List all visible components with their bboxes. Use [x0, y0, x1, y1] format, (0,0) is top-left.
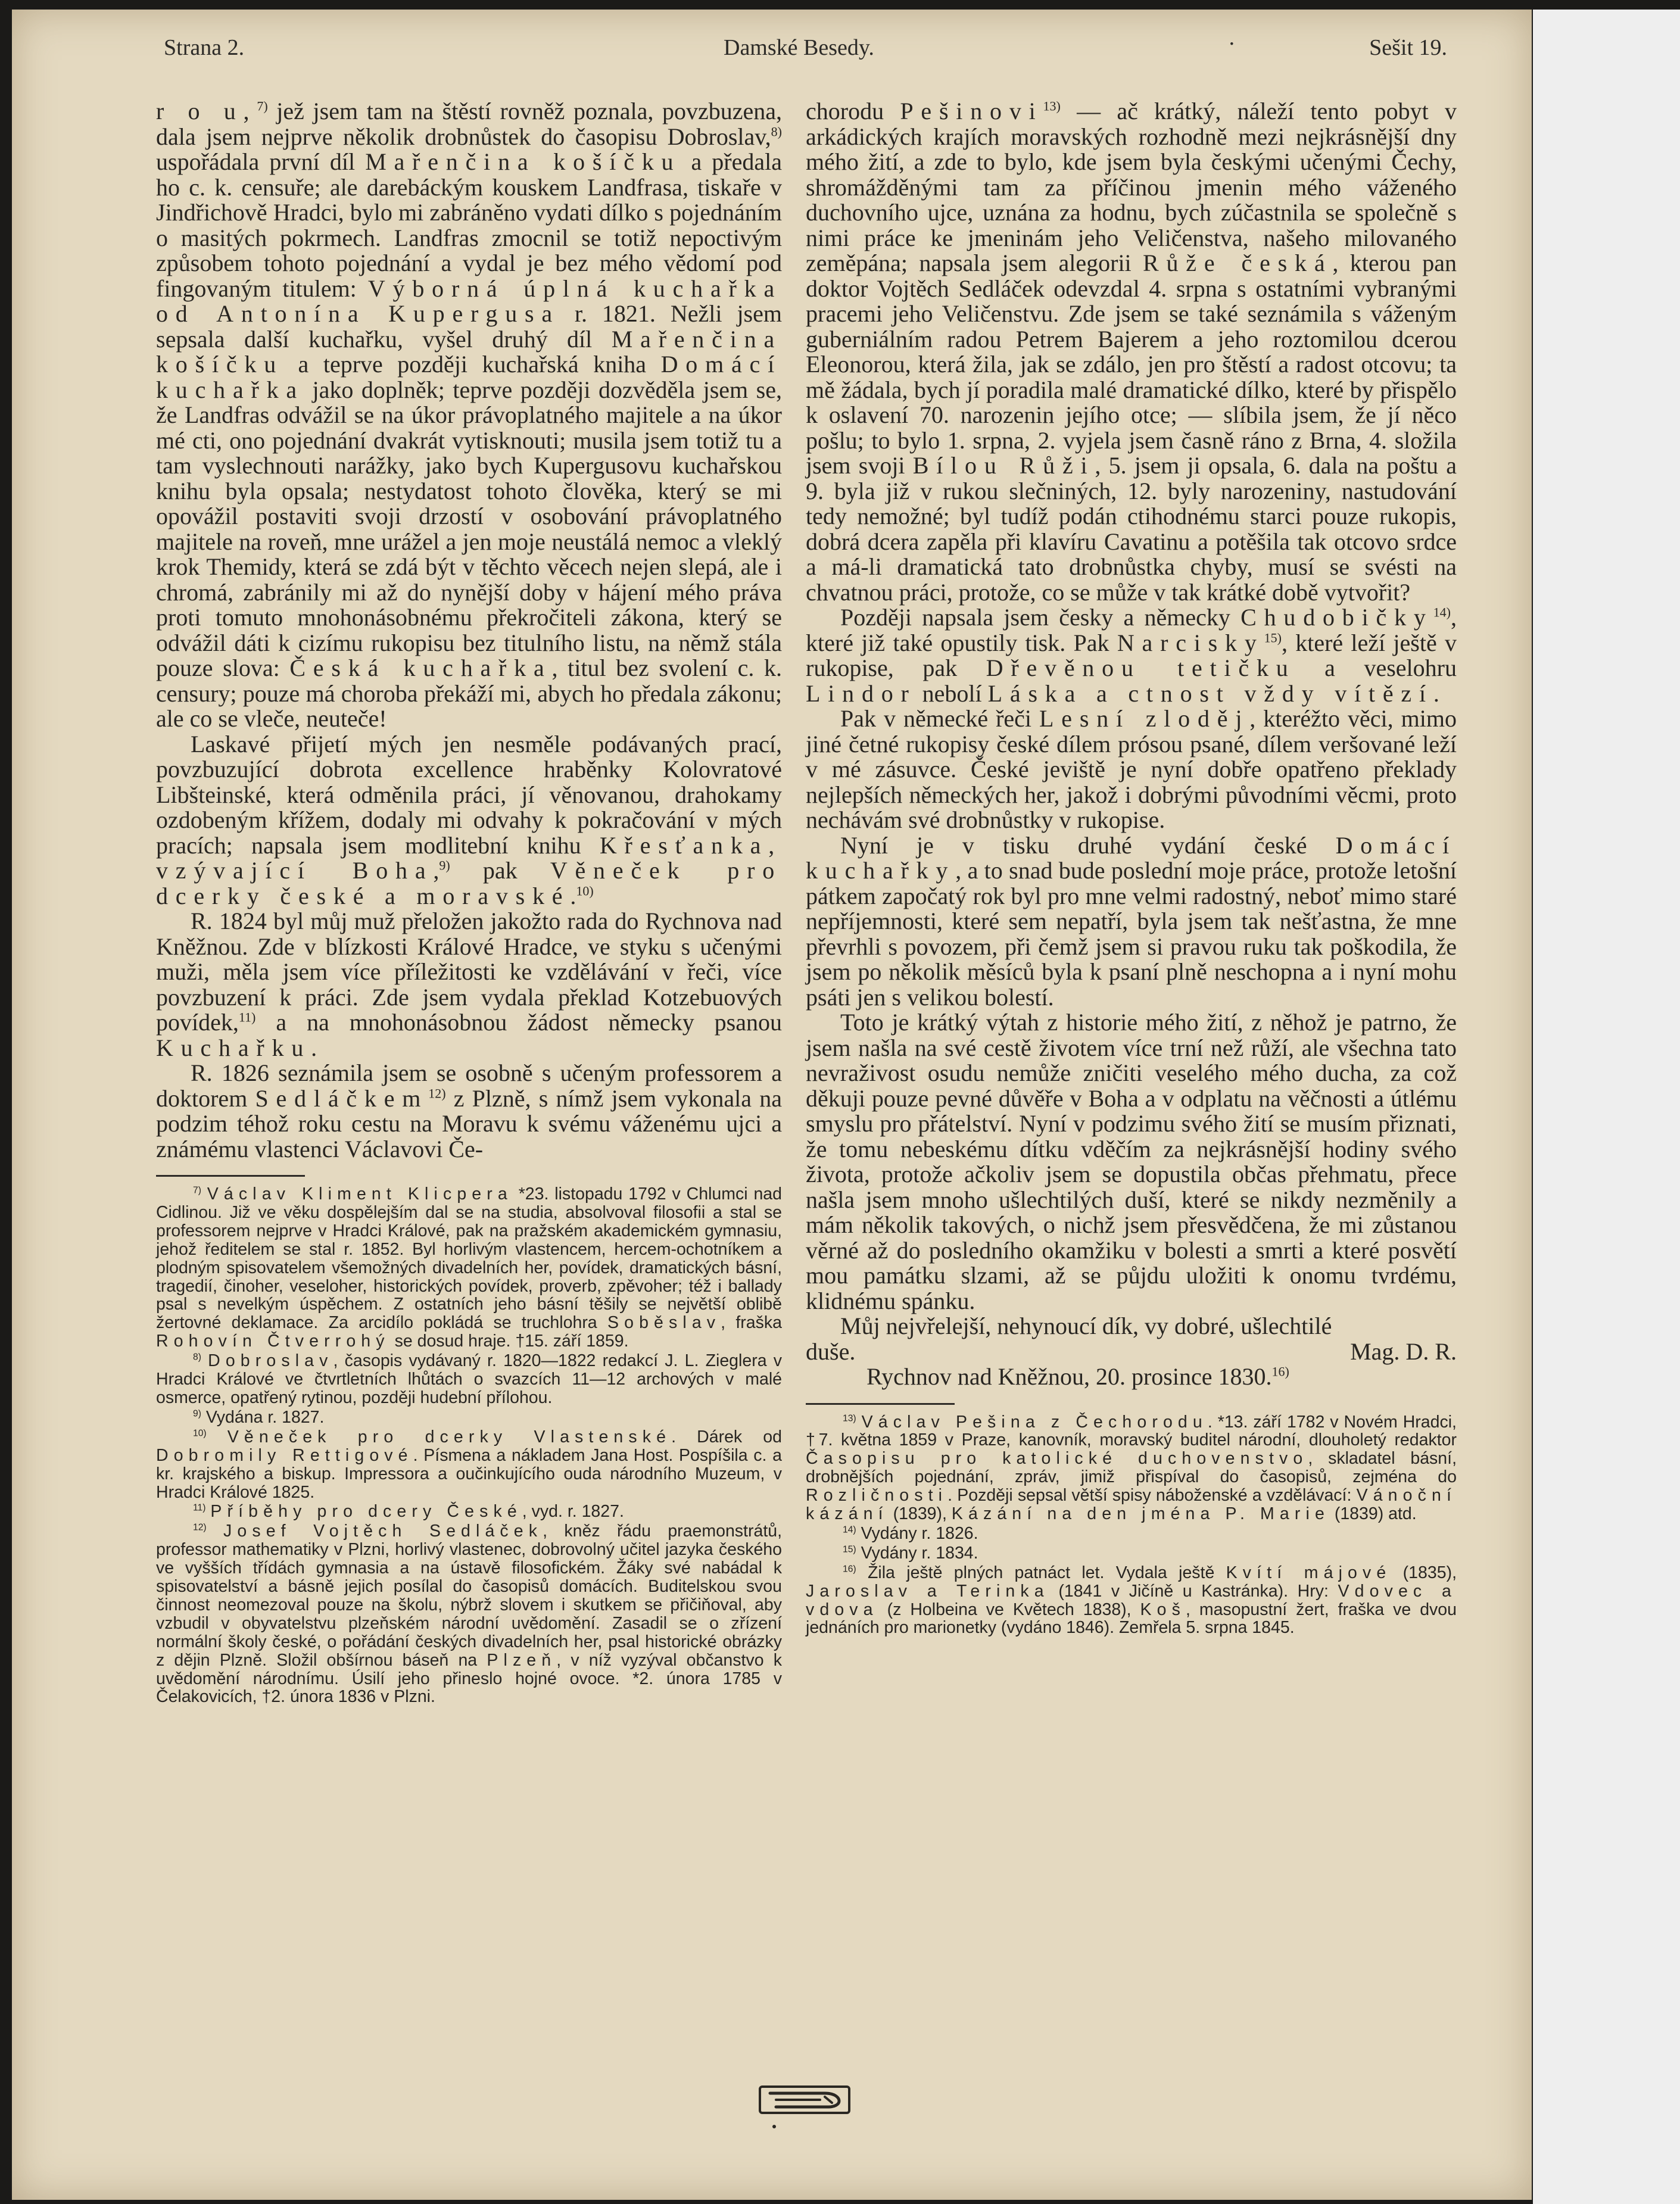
spaced-title: Plzeň — [487, 1650, 557, 1670]
text-run: . Později sepsal větší spisy náboženské a vzdělávací: — [947, 1486, 1357, 1505]
text-run: , — [433, 857, 440, 884]
spaced-title: Narcisky — [1117, 629, 1264, 656]
footnote-ref: 16) — [1271, 1364, 1289, 1379]
spaced-title: Věneček pro dcerky české a moravské — [156, 857, 782, 909]
dateline — [806, 1364, 1457, 1390]
footnote-ref: 13) — [1043, 98, 1061, 114]
text-run: Vydána r. 1827. — [205, 1407, 325, 1427]
closing-text: Můj nejvřelejší, nehynoucí dík, vy dobré, ušlechtilé — [840, 1313, 1332, 1339]
paragraph — [806, 1010, 1457, 1314]
text-run: , kterou pan doktor Vojtěch Sedláček odevzdal 4. srpna s ostatními vybranými pracemi jeho Veličenstvu. Zde jsem se také seznámila s váženým guberniálním radou Petrem Bajerem a jeho roztomilou dcerou Eleonorou, která žila, jak se zdálo, jen pro štěstí a radost otcovu; ta mě žádala, bych jí poradila malé dramatické dílko, které by přispělo k oslavení 70. narozenin jejího otce; — slíbila jsem, že jí něco pošlu; to bylo 1. srpna, 2. vyjela jsem časně ráno z Brna, 4. složila jsem svoji — [806, 250, 1457, 479]
text-run: , kteréžto věci, mimo jiné četné rukopisy české dílem prósou psané, dílem veršované leží v mé zásuvce. České jeviště je nyní dobře opatřeno překlady nejlepších německých her, jakož i dobrými původními věcmi, proto nechávám své drobnůstky v rukopise. — [806, 705, 1457, 833]
footnote-number: 7) — [193, 1185, 201, 1196]
footnote-ref: 12) — [428, 1086, 446, 1101]
text-run: . *13. září 1782 v Novém Hradci, †7. května 1859 v Praze, kanovník, moravský buditel národní, dlouholetý redaktor — [806, 1412, 1457, 1450]
footnote-number: 11) — [193, 1502, 206, 1513]
footnote-number: 16) — [843, 1564, 856, 1575]
spaced-title: Dřevěnou tetičku — [986, 654, 1296, 681]
text-run: , kněz řádu praemonstrátů, professor mathematiky v Plzni, horlivý vlastenec, dobrovolný učitel jazyka českého ve vyšších třídách gymnasia a na ústavě filosofickém. Žáky své nabádal k spisovatelství a básně jejich posílal do časopisů domácích. Buditelskou svou činnost neomezoval pouze na školu, nýbrž slovem i skutkem se přičiňoval, aby vzbudil v obyvatelstvu plzeňském národní uvědomění. Zasadil se o zřízení normální školy české, o pořádání českých divadelních her, psal historické obrázky z dějin Plzně. Složil obšírnou báseň na — [156, 1522, 783, 1670]
text-run: . — [311, 1034, 317, 1061]
text-run: , titul bez svolení c. k. censury; pouze má choroba překáží mi, abych ho předala zákonu; ale co se vleče, neuteče! — [156, 654, 782, 732]
spaced-title: Václav Kliment Klicpera — [207, 1184, 513, 1204]
spaced-title: Dobromily Rettigové — [156, 1445, 413, 1465]
text-run: a na mnohonásobnou žádost německy psanou — [255, 1009, 782, 1036]
footnote-number: 13) — [843, 1413, 856, 1423]
text-run: a veselohru — [1295, 654, 1457, 681]
closing-word: duše. — [806, 1338, 856, 1365]
spaced-title: Chudobičky — [1240, 604, 1433, 631]
text-run: r o u, — [156, 98, 257, 124]
paragraph — [156, 99, 782, 732]
paragraph — [156, 732, 782, 909]
text-run: Toto je krátký výtah z historie mého žití, z něhož je patrno, že jsem našla na své cestě životem více trní než růží, ale všechna tato nevraživost osudu nemůže zničiti veselého mého ducha, za což děkuji pouze pevné důvěře v Boha a v odplatu na věčnosti a útlému smyslu pro přátelství. Nyní v podzimu svého žití se musím přiznati, že tomu nebeskému dítku vděčím za nejkrásnější hodiny svého života, protože ačkoliv jsem se dopustila občas přehmatu, přece našla jsem mnoho ušlechtilých duší, které se nikdy nezměnily a mám několik takových, o nichž jsem přesvědčena, že mi zůstanou věrné až do posledního okamžiku v bolesti a smrti a které posvětí mou památku slzami, až se půjdu uložiti k onomu tvrdému, klidnému spánku. — [806, 1009, 1457, 1314]
spaced-title: Bílou Růži — [912, 452, 1095, 479]
spaced-title: Domácí kuchařka — [156, 351, 782, 403]
text-run: (z Holbeina ve Květech 1838), — [878, 1600, 1140, 1619]
magazine-title: Damské Besedy. — [724, 35, 874, 60]
spaced-title: Mařenčina košíčku — [365, 148, 681, 175]
text-run: uspořádala první díl — [156, 148, 366, 175]
spaced-title: Mařenčina košíčku — [156, 325, 782, 378]
footnote-number: 14) — [843, 1525, 856, 1535]
paragraph — [806, 605, 1457, 706]
spaced-title: Dobroslav — [208, 1351, 333, 1371]
text-run: a teprve později kuchařská kniha — [283, 351, 661, 378]
text-run: , v níž vyzýval občanstvo k uvědomění národnímu. Úsilí jeho přineslo hojné ovoce. *2. února 1785 v Čelakovicích, †2. února 1836 v Plzni. — [156, 1650, 782, 1707]
text-run: Vydány r. 1834. — [861, 1543, 978, 1563]
footnote — [156, 1185, 782, 1351]
footnote-rule — [806, 1403, 955, 1405]
footnote-ref: 8) — [771, 124, 782, 139]
right-column — [806, 99, 1457, 1638]
spaced-title: Rohovín Čtverrohý — [156, 1332, 390, 1351]
issue-number: Sešit 19. — [1369, 35, 1447, 60]
text-run: , které již také opustily tisk. Pak — [806, 604, 1457, 656]
spaced-title: Lindor — [806, 679, 917, 707]
spaced-title: Věneček pro dcerky Vlastenské — [227, 1427, 672, 1447]
text-run: nebolí — [916, 679, 988, 707]
footnote-ref: 15) — [1264, 630, 1282, 646]
text-run: . — [570, 882, 576, 909]
footnote-rule — [156, 1175, 305, 1177]
text-run: z Plzně, s nímž jsem vykonala na podzim téhož roku cestu na Moravu k svému váženému ujci a známému vlastenci Václavovi Če- — [156, 1084, 782, 1162]
footnote — [156, 1502, 782, 1521]
spaced-title: Kuchařku — [156, 1034, 311, 1061]
paragraph — [806, 99, 1457, 605]
spaced-title: Pešinovi — [900, 98, 1043, 124]
spaced-title: Kázání na den jména P. Marie — [951, 1504, 1330, 1524]
spaced-title: Václav Pešina z Čechorodu — [861, 1412, 1208, 1432]
footnote-number: 15) — [843, 1544, 856, 1555]
text-run: , skladatel básní, drobnějších pojednání, zpráv, jimiž přispíval do časopisů, zejména do — [806, 1449, 1457, 1487]
spaced-title: Kvítí májové — [1226, 1563, 1392, 1582]
text-run: pak — [450, 857, 550, 884]
text-run: , vyd. r. 1827. — [522, 1502, 624, 1522]
footnote-number: 9) — [193, 1408, 201, 1419]
text-run: Pak v německé řeči — [840, 705, 1040, 732]
footnotes-right — [806, 1413, 1457, 1638]
text-run: Nyní je v tisku druhé vydání české — [840, 831, 1336, 859]
paragraph — [156, 1061, 782, 1162]
text-run: . Písmena a nákladem Jana Host. Pospíšila c. a kr. krajského a biskup. Impressora a oučinkujícího ouda národního Muzeum, v Hradci Králové 1825. — [156, 1445, 782, 1502]
page-header — [164, 30, 1447, 66]
spaced-title: Vdovec a vdova — [806, 1581, 1457, 1619]
text-run: r. 1821. Nežli jsem sepsala další kuchařku, vyšel druhý díl — [156, 300, 782, 353]
footnote-number: 10) — [193, 1428, 207, 1439]
text-run: . Dárek od — [671, 1427, 783, 1447]
text-run: , fraška — [721, 1313, 783, 1333]
text-run: . — [1433, 679, 1439, 707]
spaced-title: Soběslav — [607, 1313, 721, 1333]
spaced-title: Láska a ctnost vždy vítězí — [987, 679, 1433, 707]
text-run: — ač krátký, náleží tento pobyt v arkádických krajích moravských rozhodně mezi nejkrásnější dny mého žití, a zde to bylo, kde jsem byla českými učenými Čechy, shromážděnými tam za příčinou jmenin mého váženého duchovního ujce, uznána za hodnu, bych zúčastnila se společně s nimi práce ke jmeninám jeho Veličenstva, našeho milovaného zeměpána; napsala jsem alegorii — [806, 98, 1457, 276]
spaced-title: Domácí kuchařky — [806, 831, 1457, 884]
footnote — [806, 1544, 1457, 1563]
spaced-title: Výborná úplná kuchařka od Antonína Kupergusa — [156, 275, 782, 327]
footnote-ref: 7) — [257, 98, 268, 114]
text-run: Vydány r. 1826. — [861, 1523, 978, 1543]
spaced-title: Jaroslav a Terinka — [806, 1581, 1049, 1601]
author-signature: Mag. D. R. — [1350, 1338, 1457, 1365]
spaced-title: Josef Vojtěch Sedláček — [223, 1522, 543, 1541]
text-run: R. 1824 byl můj muž přeložen jakožto rada do Rychnova nad Kněžnou. Zde v blízkosti Králové Hradce, ve styku s učenými muži, měla jsem více příležitosti ke vzdělávání v řeči, více povzbuzení k práci. Zde jsem vydala překlad Kotzebuových povídek, — [156, 908, 782, 1036]
text-run: , které leží ještě v rukopise, pak — [806, 629, 1457, 681]
footnote-number: 8) — [193, 1352, 201, 1363]
footnote-ref: 11) — [238, 1009, 256, 1025]
text-run: jež jsem tam na štěstí rovněž poznala, povzbuzena, dala jsem nejprve několik drobnůstek do časopisu Dobroslav, — [156, 98, 782, 150]
text-run: Později napsala jsem česky a německy — [840, 604, 1241, 631]
footnote — [806, 1564, 1457, 1638]
paragraph — [806, 833, 1457, 1011]
spaced-title: Časopisu pro katolické duchovenstvo — [806, 1449, 1308, 1469]
closing-line — [806, 1314, 1457, 1339]
footnote — [156, 1428, 782, 1502]
text-run: (1839), — [888, 1504, 952, 1524]
spaced-title: Vánoční kázání — [806, 1486, 1457, 1524]
spaced-title: Koš — [1140, 1600, 1186, 1619]
text-run: , časopis vydávaný r. 1820—1822 redakcí J. L. Zieglera v Hradci Králové ve čtvrtletních lhůtách o svazcích 11—12 archových v malé osmerce, opatřený rytinou, později hudební přílohou. — [156, 1351, 782, 1407]
magazine-page — [12, 10, 1532, 2200]
footnote-ref: 10) — [576, 883, 594, 899]
text-run: chorodu — [806, 98, 900, 124]
text-run: a předala ho c. k. censuře; ale darebáckým kouskem Landfrasa, tiskaře v Jindřichově Hradci, bylo mi zabráněno vydati dílko s pojednáním o masitých pokrmech. Landfras zmocnil se totiž nepoctivým způsobem tohoto pojednání a vydal je bez mého vědomí pod fingovaným titulem: — [156, 148, 782, 302]
scan-margin — [1533, 10, 1680, 2204]
spaced-title: Růže česká — [1143, 250, 1333, 276]
footnote — [806, 1525, 1457, 1543]
signature-line — [806, 1339, 1457, 1365]
left-column — [156, 99, 782, 1707]
text-run: (1841 v Jičíně u Kastránka). Hry: — [1049, 1581, 1338, 1601]
footnote — [156, 1352, 782, 1407]
text-run: R. 1826 seznámila jsem se osobně s učeným professorem a doktorem — [156, 1059, 782, 1112]
footnote-number: 12) — [193, 1522, 207, 1533]
dateline-text: Rychnov nad Kněžnou, 20. prosince 1830. — [867, 1363, 1272, 1390]
bottom-dot — [772, 2125, 776, 2128]
footnotes-left — [156, 1185, 782, 1706]
text-run: , a to snad bude poslední moje práce, protože letošní pátkem započatý rok byl pro mne velmi radostný, neboť mimo staré nepříjemnosti, které sem nepatří, byla jsem tak nešťastna, že mne převrhli s povozem, při čemž jsem si pravou ruku tak poškodila, že jsem po několik měsíců byla k psaní plně neschopna a i nyní mohu psáti jen s velikou bolestí. — [806, 857, 1457, 1011]
footnote-ref: 14) — [1433, 604, 1451, 620]
text-run: jako doplněk; teprve později dozvěděla jsem se, že Landfras odvážil se na úkor právoplatného majitele a na úkor mé cti, ono pojednání dvakrát vytisknouti; musila jsem totiž tu a tam vyslechnouti narážky, jako bych Kupergusovu kuchařskou knihu byla opsala; nestydatost tohoto člověka, který se mi opovážil postaviti svoji drzostí v osobování právoplatného majitele na roveň, mne urážel a jen moje neustálá nemoc a vleklý krok Themidy, která se zdá být v těchto věcech nejen slepá, ale i chromá, zabránily mi až do nynější doby v hájení mého práva proti tomuto mnohonásobnému překročiteli zákona, který se odvážil dáti k cizímu rukopisu bez titulního listu, na němž stála pouze slova: — [156, 376, 782, 681]
text-run: , 5. jsem ji opsala, 6. dala na poštu a 9. byla již v rukou slečniných, 12. byly narozeniny, nastudování tedy nemožné; byl tudíž podán ctihodnému starci pouze rukopis, dobrá dcera zapěla při klavíru Cavatinu a potěšila tak otcovo srdce a má-li dramatická tato drobnůstka chyby, musí se svésti na chvatnou práci, protože, co se může v tak krátké době vytvořit? — [806, 452, 1457, 606]
ornament-logo-icon — [758, 2085, 851, 2115]
text-run: *23. listopadu 1792 v Chlumci nad Cidlinou. Již ve věku dospělejším dal se na studia, absolvoval filosofii a stal se professorem nejprve v Hradci Králové, pak na pražském akademickém gymnasiu, jehož ředitelem se stal r. 1852. Byl horlivým vlastencem, hercem-ochotníkem a plodným spisovatelem všemožných divadelních her, povídek, dramatických básní, tragedií, činoher, veseloher, historických povídek, proverb, zpěvoher; též i ballady psal s nevelkým úspěchem. Z ostatních jeho básní těšily se největší oblibě žertovné deklamace. Za arcidílo pokládá se truchlohra — [156, 1184, 782, 1333]
text-run: , masopustní žert, fraška ve dvou jednáních pro marionetky (vydáno 1846). Zemřela 5. srpna 1845. — [806, 1600, 1457, 1638]
spaced-title: Sedláčkem — [255, 1084, 429, 1112]
text-run: se dosud hraje. †15. září 1859. — [389, 1332, 629, 1351]
text-run: (1839) atd. — [1329, 1504, 1417, 1524]
text-run: Žila ještě plných patnáct let. Vydala ještě — [867, 1563, 1226, 1582]
spaced-title: Česká kuchařka — [289, 654, 552, 681]
paragraph — [156, 909, 782, 1061]
footnote — [156, 1522, 782, 1706]
page-number: Strana 2. — [164, 35, 245, 60]
spaced-title: Rozličnosti — [806, 1486, 948, 1505]
footnote — [156, 1408, 782, 1427]
spaced-title: Lesní zloděj — [1039, 705, 1250, 732]
text-run: (1835), — [1391, 1563, 1457, 1582]
spaced-title: Křesťanka, vzývající Boha — [156, 831, 782, 884]
footnote-ref: 9) — [439, 858, 450, 873]
paragraph — [806, 706, 1457, 833]
spaced-title: Příběhy pro dcery České — [210, 1502, 522, 1522]
footnote — [806, 1413, 1457, 1523]
text-run: Laskavé přijetí mých jen nesměle podávaných prací, povzbuzující dobrota excellence hraběnky Kolovratové Libšteinské, která odměnila práci, jí věnovanou, drahokamy ozdobeným křížem, dodaly mi odvahy k pokračování v mých pracích; napsala jsem modlitební knihu — [156, 730, 782, 859]
header-dot: · — [1228, 32, 1236, 57]
